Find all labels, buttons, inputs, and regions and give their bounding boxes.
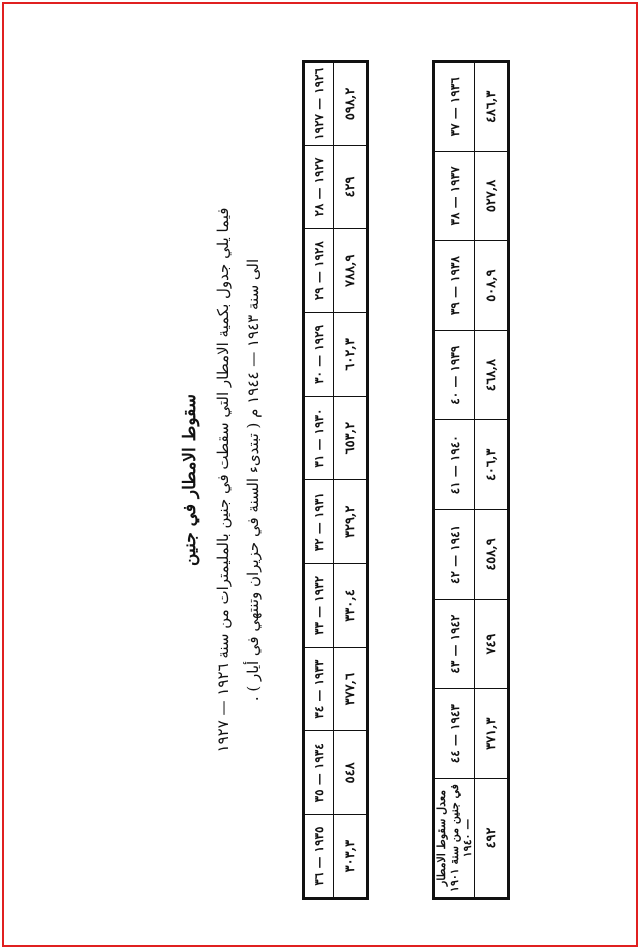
table-value-cell: ٣٧١,٣ — [475, 689, 509, 779]
table-header-row — [434, 62, 475, 899]
table-value-cell: ٦٠٢,٣ — [334, 313, 368, 397]
table-header-cell: ١٩٣٩ — ٤٠ — [434, 330, 475, 420]
table-header-cell: ١٩٤١ — ٤٢ — [434, 510, 475, 600]
average-header-cell: معدل سقوط الامطار في جنين من سنة ١٩٠١ — ١٩٤٠ — [434, 779, 475, 899]
table-value-cell: ٧٤٩ — [475, 599, 509, 689]
rainfall-table-1936-1944 — [432, 60, 510, 900]
table-header-cell: ١٩٣٠ — ٣١ — [304, 396, 334, 480]
table-header-cell: ١٩٣٢ — ٣٣ — [304, 564, 334, 648]
rotated-page-content — [60, 40, 560, 920]
table-header-cell: ١٩٤٠ — ٤١ — [434, 420, 475, 510]
table-header-cell: ١٩٢٧ — ٢٨ — [304, 145, 334, 229]
table-value-cell: ٥٩٨,٢ — [334, 62, 368, 146]
table-value-cell: ٤٢٩ — [334, 145, 368, 229]
intro-paragraph — [208, 180, 268, 780]
table-value-cell: ٧٨٨,٩ — [334, 229, 368, 313]
rainfall-table-1926-1936 — [302, 60, 369, 900]
page-title: سقوط الامطار في جنين — [180, 394, 200, 566]
table-header-cell: ١٩٣٤ — ٣٥ — [304, 731, 334, 815]
table-header-cell: ١٩٣٧ — ٣٨ — [434, 151, 475, 241]
table-header-cell: ١٩٤٢ — ٤٣ — [434, 599, 475, 689]
table-header-cell: ١٩٢٩ — ٣٠ — [304, 313, 334, 397]
intro-line-1: فيما يلي جدول بكمية الامطار التي سقطت في جنين بالمليمترات من سنة ١٩٢٦ — ١٩٢٧ — [214, 207, 232, 753]
table-header-cell: ١٩٣٣ — ٣٤ — [304, 647, 334, 731]
table-value-cell: ٣٠٣,٣ — [334, 815, 368, 899]
table-value-cell: ٥٤٨ — [334, 731, 368, 815]
table-value-cell: ٤٨٦,٣ — [475, 62, 509, 152]
table-value-cell: ٤٠٦,٣ — [475, 420, 509, 510]
table-value-cell: ٣٢٩,٢ — [334, 480, 368, 564]
table-header-cell: ١٩٣٥ — ٣٦ — [304, 815, 334, 899]
table-header-cell: ١٩٣٨ — ٣٩ — [434, 241, 475, 331]
table-value-row — [475, 62, 509, 899]
table-header-cell: ١٩٤٣ — ٤٤ — [434, 689, 475, 779]
table-header-cell: ١٩٢٦ — ١٩٢٧ — [304, 62, 334, 146]
table-header-cell: ١٩٣٦ — ٣٧ — [434, 62, 475, 152]
intro-line-2: الى سنة ١٩٤٣ — ١٩٤٤ م ( تبتدىء السنة في حزيران وتنتهي في أيار ) . — [244, 258, 262, 702]
table-header-row — [304, 62, 334, 899]
table-value-cell: ٦٥٣,٢ — [334, 396, 368, 480]
table-header-cell: ١٩٢٨ — ٢٩ — [304, 229, 334, 313]
table-value-cell: ٤٦٨,٨ — [475, 330, 509, 420]
table-value-cell: ٥٢٧,٨ — [475, 151, 509, 241]
table-value-cell: ٥٠٨,٩ — [475, 241, 509, 331]
table-value-cell: ٣٣٠,٤ — [334, 564, 368, 648]
table-header-cell: ١٩٣١ — ٣٢ — [304, 480, 334, 564]
table-value-cell: ٣٧٧,٦ — [334, 647, 368, 731]
average-value-cell: ٤٩٢ — [475, 779, 509, 899]
table-value-row — [334, 62, 368, 899]
table-value-cell: ٤٥٨,٩ — [475, 510, 509, 600]
